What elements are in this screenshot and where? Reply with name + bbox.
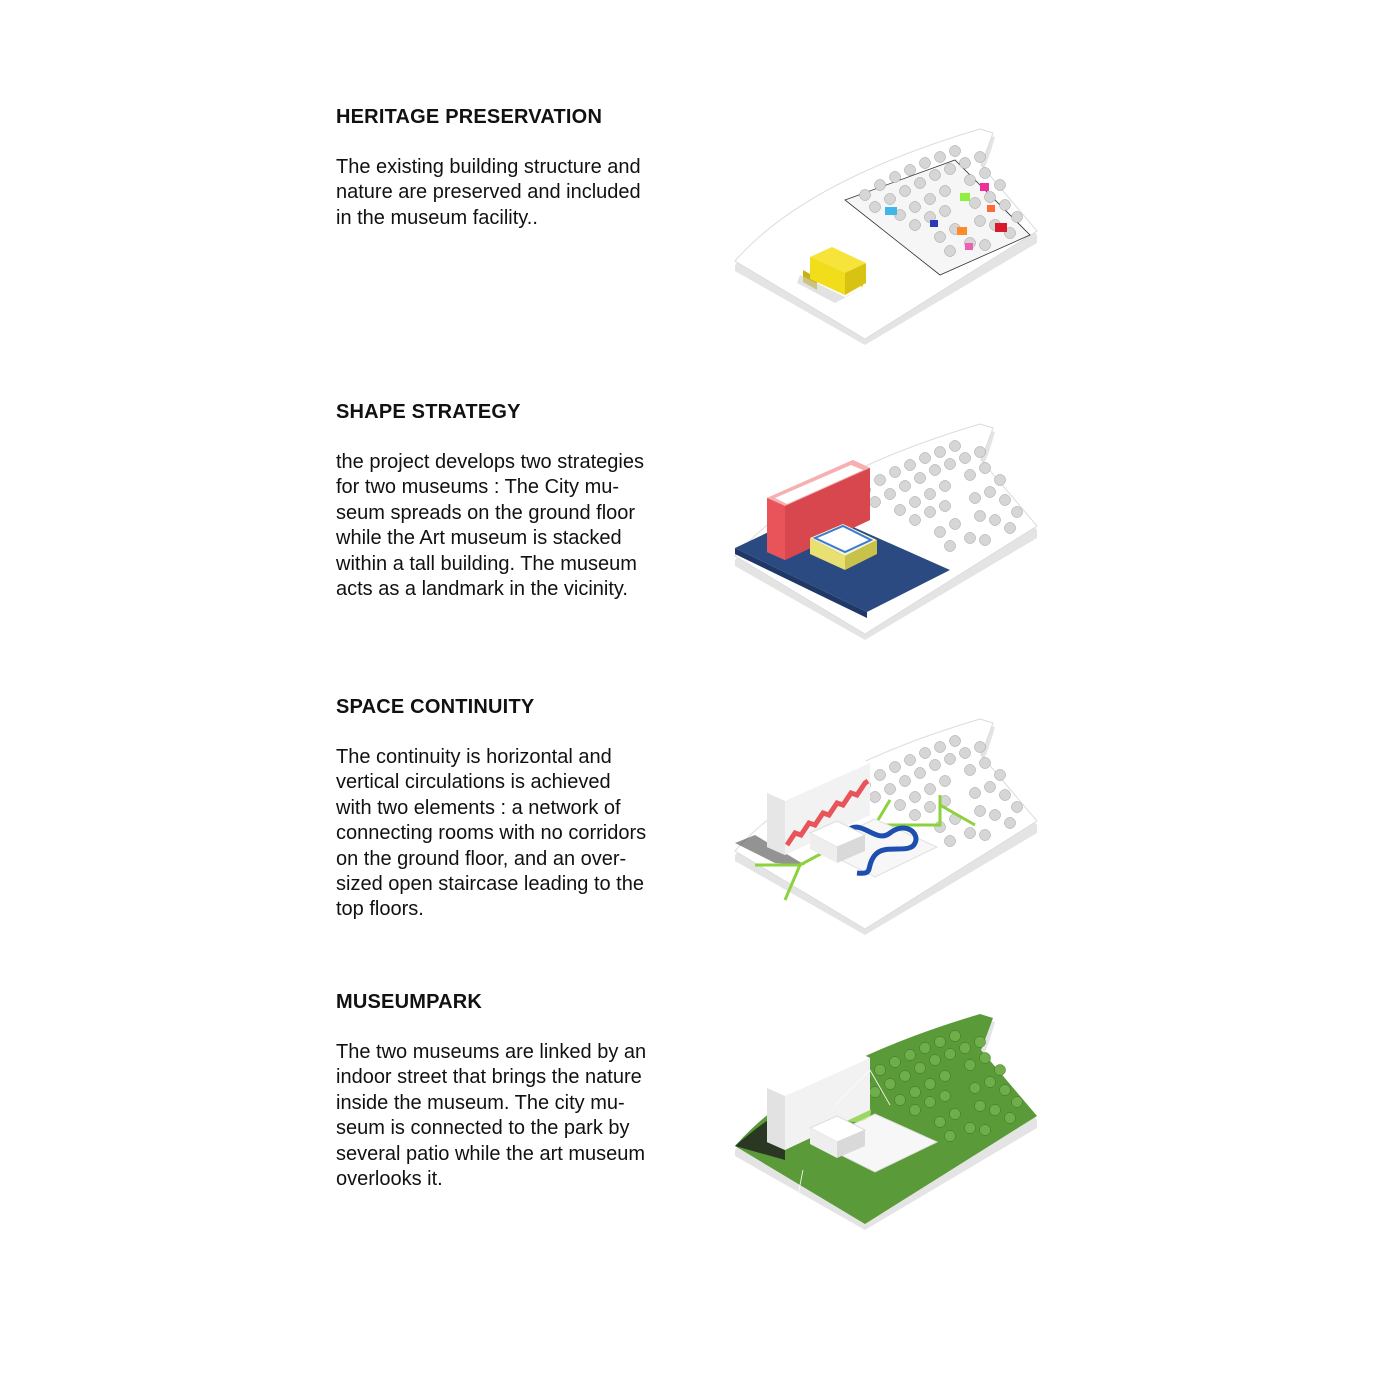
tree (1000, 495, 1011, 506)
tree (875, 770, 886, 781)
tree (980, 463, 991, 474)
tree (915, 178, 926, 189)
tree (985, 1077, 996, 1088)
tree (875, 180, 886, 191)
tree (985, 192, 996, 203)
tree (965, 175, 976, 186)
section-title: HERITAGE PRESERVATION (336, 106, 603, 128)
tree (940, 1071, 951, 1082)
tree (910, 220, 921, 231)
tree (950, 441, 961, 452)
tree (905, 1050, 916, 1061)
tree (910, 1087, 921, 1098)
tree (885, 1079, 896, 1090)
tree (930, 1055, 941, 1066)
tree (930, 170, 941, 181)
tree (890, 467, 901, 478)
tree (950, 736, 961, 747)
section-museumpark (0, 885, 1400, 1191)
tree (945, 836, 956, 847)
tree (910, 810, 921, 821)
tree (960, 1043, 971, 1054)
tree (945, 1131, 956, 1142)
tree (910, 1105, 921, 1116)
tree (945, 246, 956, 257)
section-description: The existing building structure and nature are preserved and included in the museum facility.. (336, 156, 641, 229)
tree (980, 535, 991, 546)
tree (975, 806, 986, 817)
tree (900, 481, 911, 492)
tree (990, 1105, 1001, 1116)
tree (945, 1049, 956, 1060)
tree (995, 1065, 1006, 1076)
section-description: The continuity is horizontal and vertical circulations is achieved with two elements : a network of connecting rooms with no corridors on the ground floor, and an over- sized open staircase leading to the top floors. (336, 746, 647, 921)
tree (940, 206, 951, 217)
tree (1012, 1097, 1023, 1108)
tree (975, 447, 986, 458)
tree (930, 465, 941, 476)
tree (905, 755, 916, 766)
tree (970, 1083, 981, 1094)
tree (980, 168, 991, 179)
tree (860, 190, 871, 201)
tree (920, 748, 931, 759)
tree (975, 1101, 986, 1112)
tree (900, 186, 911, 197)
tree (990, 810, 1001, 821)
tree (925, 784, 936, 795)
tree (945, 754, 956, 765)
museumpark-diagram (725, 1010, 1045, 1245)
tree (940, 501, 951, 512)
section-heritage (0, 0, 1400, 295)
tree (950, 146, 961, 157)
tree (910, 515, 921, 526)
tree (910, 202, 921, 213)
tree (1012, 212, 1023, 223)
section-shape-strategy (0, 295, 1400, 601)
tree (985, 487, 996, 498)
tree (920, 158, 931, 169)
tree (915, 1063, 926, 1074)
tree (910, 792, 921, 803)
tree (975, 152, 986, 163)
tree (940, 186, 951, 197)
tree (875, 475, 886, 486)
tree (980, 240, 991, 251)
section-description: the project develops two strategies for two museums : The City mu- seum spreads on the ground floor while the Art museum is stacked within a tall building. The museum acts as a landmark in the vicinity. (336, 451, 644, 601)
tree (870, 202, 881, 213)
tree (915, 473, 926, 484)
tree (940, 776, 951, 787)
tree (925, 1079, 936, 1090)
tree (995, 180, 1006, 191)
tree (895, 800, 906, 811)
tree (875, 1065, 886, 1076)
tree (920, 1043, 931, 1054)
tree (945, 164, 956, 175)
tree (965, 470, 976, 481)
tree (910, 497, 921, 508)
tree (960, 748, 971, 759)
tree (870, 497, 881, 508)
tree (935, 1117, 946, 1128)
tree (935, 1037, 946, 1048)
tree (920, 453, 931, 464)
tree (940, 1091, 951, 1102)
tree (1005, 1113, 1016, 1124)
tree (965, 828, 976, 839)
tree (940, 481, 951, 492)
tree (1000, 1085, 1011, 1096)
tree (980, 1053, 991, 1064)
tree (935, 742, 946, 753)
tree (905, 460, 916, 471)
tree (1000, 790, 1011, 801)
tree (885, 784, 896, 795)
tree (995, 770, 1006, 781)
tree (890, 1057, 901, 1068)
tree (980, 830, 991, 841)
tree (980, 758, 991, 769)
tree (890, 172, 901, 183)
tree (935, 152, 946, 163)
tree (990, 515, 1001, 526)
tree (950, 1031, 961, 1042)
tree (895, 505, 906, 516)
tree (950, 519, 961, 530)
tree (965, 533, 976, 544)
tree (960, 453, 971, 464)
tree (965, 765, 976, 776)
tree (1000, 200, 1011, 211)
section-title: SHAPE STRATEGY (336, 401, 521, 423)
tree (885, 489, 896, 500)
tree (925, 489, 936, 500)
tree (975, 216, 986, 227)
tree (915, 768, 926, 779)
tree (975, 511, 986, 522)
section-title: MUSEUMPARK (336, 991, 483, 1013)
tree (985, 782, 996, 793)
tree (945, 459, 956, 470)
tree (970, 198, 981, 209)
tree (900, 776, 911, 787)
tree (930, 760, 941, 771)
tree (870, 1087, 881, 1098)
tree (1012, 507, 1023, 518)
tree (995, 475, 1006, 486)
tree (965, 1060, 976, 1071)
tree (905, 165, 916, 176)
tree (950, 1109, 961, 1120)
tree (1005, 523, 1016, 534)
tree (900, 1071, 911, 1082)
tree (925, 802, 936, 813)
tree (925, 507, 936, 518)
tree (945, 541, 956, 552)
tree (960, 158, 971, 169)
tree (885, 194, 896, 205)
tree (970, 788, 981, 799)
tree (935, 232, 946, 243)
tree (980, 1125, 991, 1136)
tree (975, 1037, 986, 1048)
tree (970, 493, 981, 504)
tree (890, 762, 901, 773)
tree (1012, 802, 1023, 813)
tree (925, 1097, 936, 1108)
tree (935, 527, 946, 538)
tree (965, 1123, 976, 1134)
tree (870, 792, 881, 803)
tree (895, 1095, 906, 1106)
section-space-continuity (0, 590, 1400, 921)
tree (975, 742, 986, 753)
section-description: The two museums are linked by an indoor street that brings the nature inside the museum. The city mu- seum is connected to the park by several patio while the art museum overlooks it. (336, 1041, 647, 1191)
tree (935, 447, 946, 458)
tree (1005, 818, 1016, 829)
section-title: SPACE CONTINUITY (336, 696, 535, 718)
tree (925, 194, 936, 205)
